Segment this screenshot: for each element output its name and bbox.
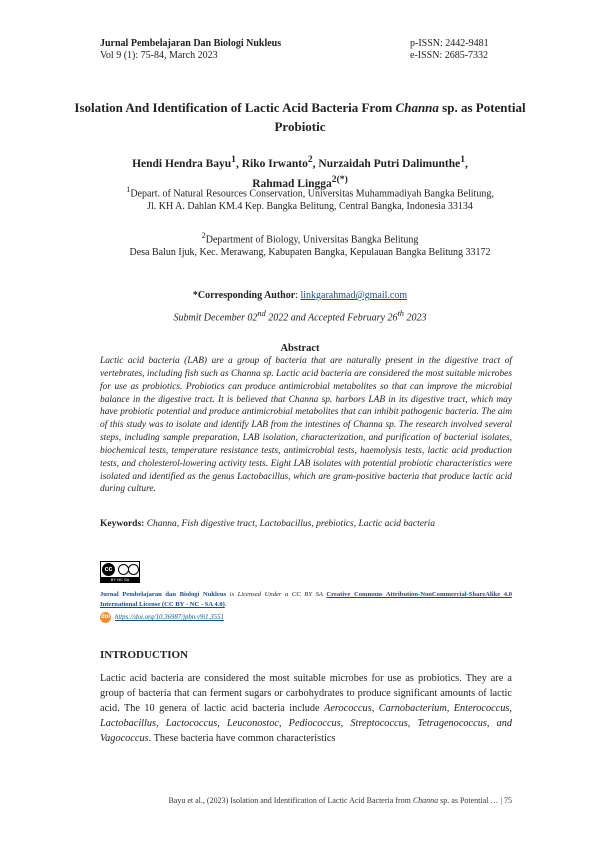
submission-dates: Submit December 02nd 2022 and Accepted February 26th 2023 [173,309,427,324]
title-part1: Isolation And Identification of Lactic Acid Bacteria From [74,100,396,115]
author: Hendi Hendra Bayu$^1$, [132,154,242,170]
journal-name: Jurnal Pembelajaran Dan Biologi Nukleus [100,38,282,49]
journal-volume: Vol 9 (1): 75-84, March 2023 [100,50,218,61]
cc-icon: cc [102,563,115,576]
keywords-label: Keywords: [100,519,145,529]
license-link[interactable]: Creative Commons Attribution-NonCommercial-ShareAlike 4.0 International License (CC BY - NC - SA 4.0) [100,591,512,608]
journal-header-right [410,38,489,62]
author: Nurzaidah Putri Dalimunthe$^1$, [318,154,468,170]
author: Riko Irwanto$^2$, [241,154,319,170]
doi-icon: doi [100,612,111,623]
corresponding-label: *Corresponding Author [192,290,296,301]
affiliation-1: $^1$Depart. of Natural Resources Conservation, Universitas Muhammadiyah Bangka Belitung, Jl. KH A. Dahlan KM.4 Kep. Bangka Belitung, Central Bangka, Indonesia 33134 [126,185,494,213]
title-italic: Channa [395,100,439,115]
doi-link[interactable]: https://doi.org/10.36987/jpbn.v9i1.3551 [115,614,224,622]
title-part2: sp. as Potential Probiotic [274,100,526,134]
page-footer: Bayu et al., (2023) Isolation and Identification of Lactic Acid Bacteria from Channa sp. as Potential … | 75 [168,796,512,805]
abstract-heading: Abstract [280,343,320,354]
corresponding-email-link[interactable]: linkgarahmad@gmail.com [300,290,408,301]
eissn: e-ISSN: 2685-7332 [410,50,489,61]
nc-icon [128,564,139,575]
author: Rahmad Lingga$^{2(*)}$ [252,173,348,190]
license-journal: Jurnal Pembelajaran dan Biologi Nukleus [100,591,227,598]
keywords [100,518,512,530]
introduction-heading: INTRODUCTION [100,649,189,661]
introduction-paragraph: Lactic acid bacteria are considered the most suitable microbes for use as probiotics. They are a group of bacteria that can ferment sugars or carbohydrates to produce significant amounts of lactic acid. The 10 genera of lactic acid bacteria include Aerococcus, Carnobacterium, Enterococcus, Lactobacillus, Lactococcus, Leuconostoc, Pediococcus, Streptococcus, Tetragenococcus, and Vagococcus. These bacteria have common characteristics [100,673,513,745]
license-statement: Jurnal Pembelajaran dan Biologi Nukleus is Licensed Under a CC BY SA Creative Commons Attribution-NonCommercial-ShareAlike 4.0 International License (CC BY - NC - SA 4.0). [100,591,512,608]
corresponding-author: *Corresponding Author: linkgarahmad@gmail.com [192,290,408,301]
journal-header-left [100,38,281,62]
keywords-text: Channa, Fish digestive tract, Lactobacillus, prebiotics, Lactic acid bacteria [146,519,436,529]
creative-commons-badge[interactable] [100,561,140,583]
abstract-text: Lactic acid bacteria (LAB) are a group of bacteria that are naturally present in the digestive tract of vertebrates, including fish such as Channa sp. Lactic acid bacteria are considered the most suitable microbes for use as probiotics. Probiotics can produce antimicrobial metabolites so that can improve the microbial balance in the digestive tract. It is believed that Channa sp. harbors LAB in its digestive tract, which may have probiotic potential and produce antimicrobial metabolites that can inhibit pathogenic bacteria. The aim of this study was to isolate and identify LAB from the intestines of Channa sp. The research involved several steps, including sample preparation, LAB isolation, characterization, and purification of bacterial isolates, biochemical tests, temperature resistance tests, antimicrobial tests, haemolysis tests, lactic acid production tests, and cholesterol-lowering activity tests. Eight LAB isolates with potential probiotic characteristics were isolated and identified as the genus Lactobacillus, which are gram-positive bacteria that produce lactic acid during culture. [100,356,512,495]
pissn: p-ISSN: 2442-9481 [410,38,489,49]
doi-row [100,612,224,623]
paper-title [60,98,540,136]
affiliation-2: $^2$Department of Biology, Universitas Bangka Belitung Desa Balun Ijuk, Kec. Merawang, Kabupaten Bangka, Kepulauan Bangka Belitung 33172 [129,231,491,259]
genera-list: Aerococcus, Carnobacterium, Enterococcus, Lactobacillus, Lactococcus, Leuconostoc, Pediococcus, Streptococcus, Tetragenococcus, and Vagococcus [100,703,513,745]
cc-license-strip: BY NC SA [101,577,139,582]
